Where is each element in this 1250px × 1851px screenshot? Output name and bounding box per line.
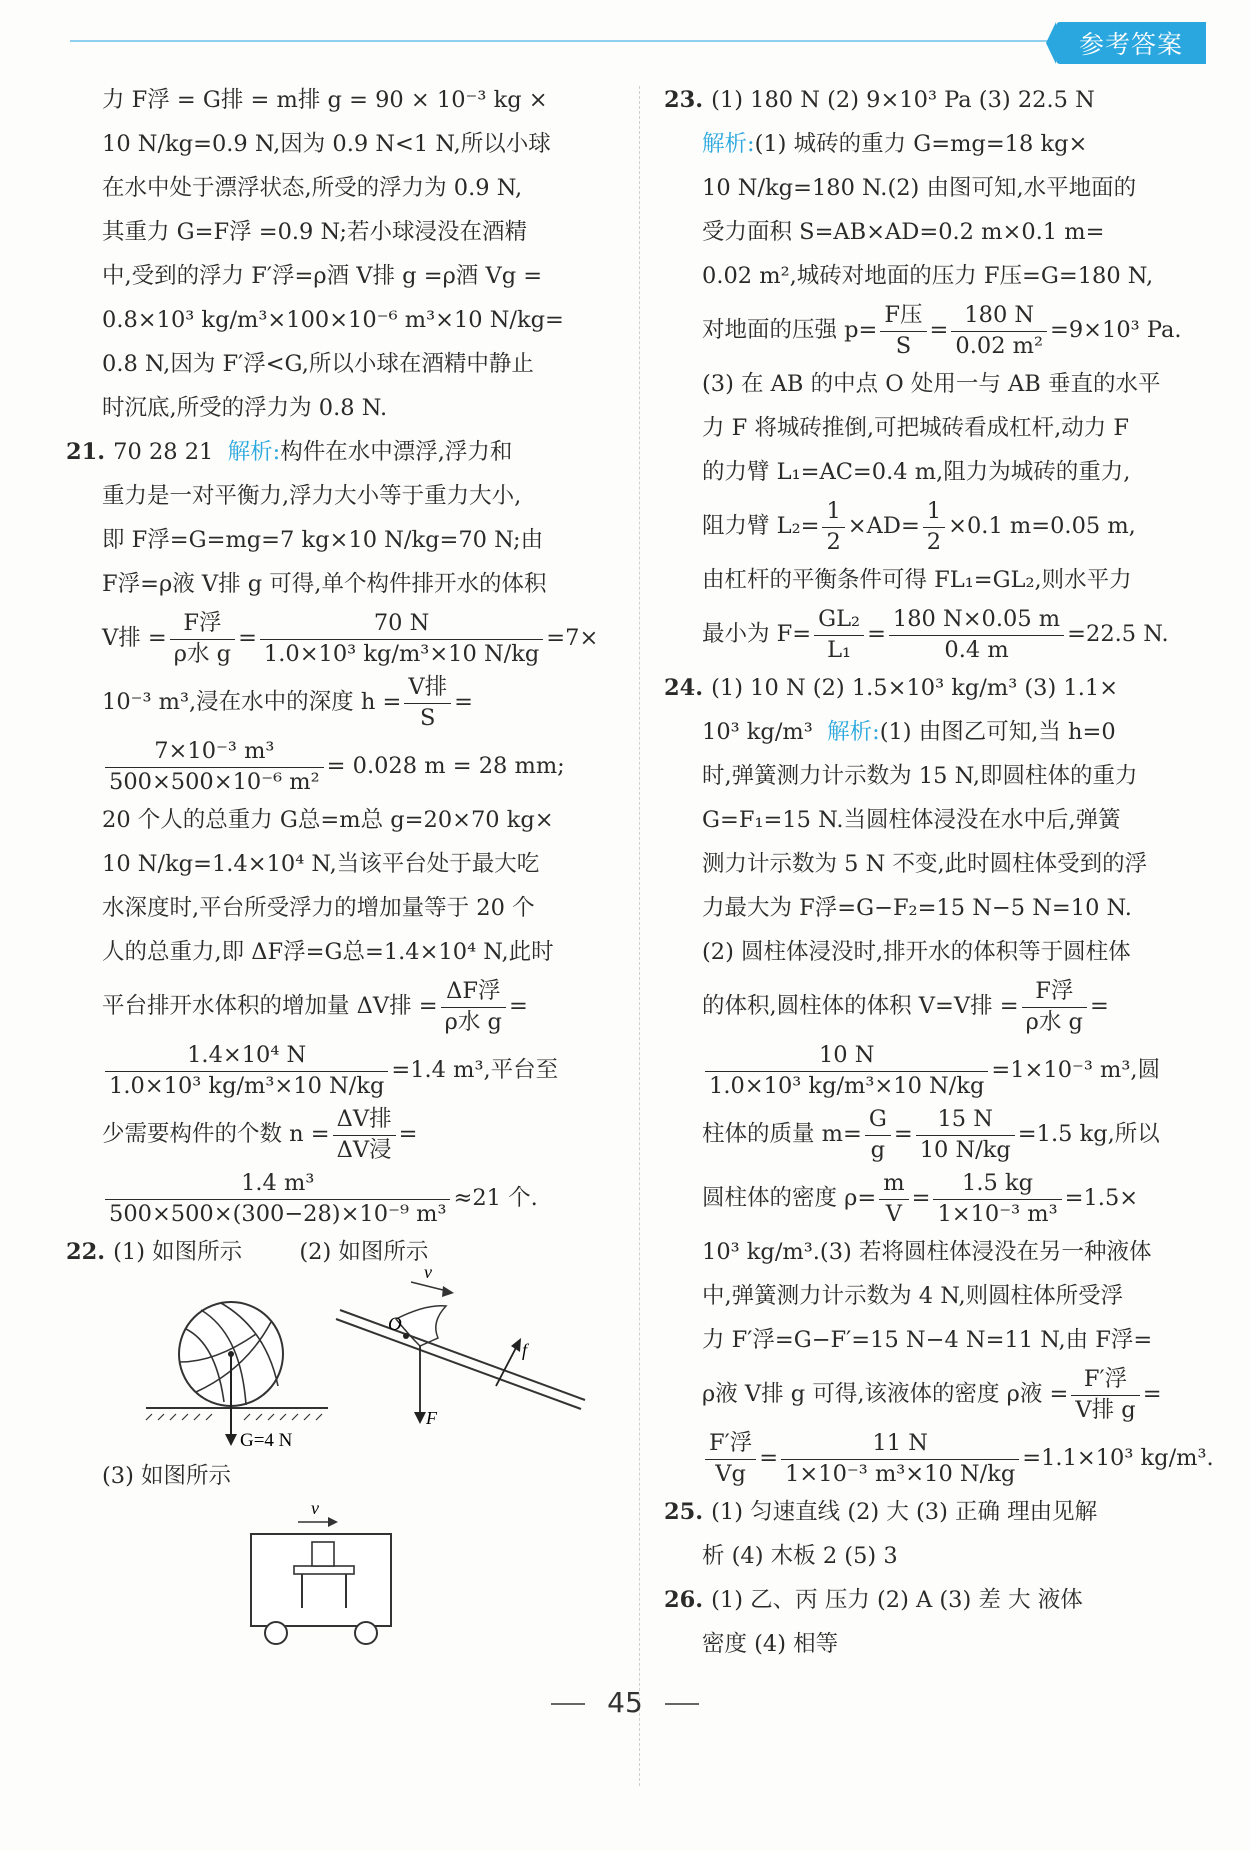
formula-text: = [1089, 993, 1109, 1019]
denominator: S [895, 332, 912, 359]
numerator: 1 [923, 499, 945, 528]
fraction [260, 611, 543, 668]
numerator: 1.5 kg [933, 1171, 1061, 1200]
velocity-label: v [424, 1262, 432, 1282]
numerator: 1.4×10⁴ N [105, 1043, 388, 1072]
force-label: F [426, 1408, 437, 1428]
analysis-label: 解析: [702, 131, 755, 157]
table-top [294, 1566, 354, 1574]
fraction [822, 499, 844, 556]
text-line: 中,受到的浮力 F′浮=ρ酒 V排 g =ρ酒 Vg = [102, 263, 543, 289]
numerator: G [865, 1107, 891, 1136]
text-line: (1) 城砖的重力 G=mg=18 kg× [754, 131, 1088, 157]
friction-label: f [522, 1340, 528, 1360]
fraction [865, 1107, 891, 1164]
formula-text: = [508, 993, 528, 1019]
numerator: ΔV排 [333, 1107, 396, 1136]
page-footer [0, 1686, 1250, 1719]
fraction [1022, 979, 1087, 1036]
formula-text: = [398, 1121, 418, 1147]
formula-text: 的体积,圆柱体的体积 V=V排 = [702, 993, 1019, 1019]
denominator: 1.0×10³ kg/m³×10 N/kg [109, 1072, 385, 1099]
fraction [951, 303, 1047, 360]
denominator: 0.4 m [944, 636, 1009, 663]
formula-line [702, 1362, 1216, 1426]
formula-text: =1.4 m³,平台至 [391, 1057, 559, 1083]
problem-number: 21. [66, 439, 106, 465]
wheel-icon [265, 1622, 287, 1644]
formula-text: =1.5× [1064, 1185, 1139, 1211]
fraction [1071, 1367, 1139, 1424]
formula-text: V排 = [102, 625, 167, 651]
formula-text: = [1142, 1381, 1162, 1407]
numerator: F′浮 [1071, 1367, 1139, 1396]
text-line: 即 F浮=G=mg=7 kg×10 N/kg=70 N;由 [102, 527, 544, 553]
fraction [441, 979, 506, 1036]
fraction [105, 1171, 450, 1228]
problem-24 [664, 666, 1216, 1490]
formula-line [702, 974, 1216, 1038]
formula-text: 最小为 F= [702, 621, 812, 647]
answer-values: 密度 (4) 相等 [702, 1631, 839, 1657]
text-line: 时,弹簧测力计示数为 15 N,即圆柱体的重力 [702, 763, 1138, 789]
figure-22-3 [66, 1498, 619, 1648]
formula-text: =1.5 kg,所以 [1017, 1121, 1160, 1147]
formula-text: 平台排开水体积的增加量 ΔV排 = [102, 993, 438, 1019]
problem-21 [66, 430, 619, 1230]
numerator: 7×10⁻³ m³ [105, 739, 324, 768]
analysis-label: 解析: [227, 439, 281, 465]
numerator: ΔF浮 [441, 979, 506, 1008]
formula-line [102, 974, 619, 1038]
denominator: g [870, 1136, 886, 1163]
fraction [705, 1431, 756, 1488]
formula-line: 最小为 F= $\frac{\text{GL₂}}{\text{L₁}}$ = $\frac{180 N\times 0.05 m}{0.4 m}$ =22.5 N. [702, 605, 1169, 663]
header-rule [70, 40, 1050, 42]
numerator: 180 N [951, 303, 1047, 332]
formula-text: ρ液 V排 g 可得,该液体的密度 ρ液 = [702, 1381, 1069, 1407]
numerator: m [879, 1171, 908, 1200]
text-line: 力 F浮 = G排 = m排 g = 90 × 10⁻³ kg × [102, 87, 548, 113]
formula-line: 圆柱体的密度 ρ= $\frac{m}{V}$ = $\frac{1.5 kg}{\text{1×10⁻³ m³}}$ =1.5× [702, 1169, 1139, 1227]
text-line: 力最大为 F浮=G−F₂=15 N−5 N=10 N. [702, 895, 1132, 921]
analysis-label: 解析: [827, 719, 880, 745]
problem-26 [664, 1578, 1216, 1666]
denominator: 2 [926, 528, 942, 555]
column-divider [639, 86, 640, 1786]
fraction [916, 1107, 1015, 1164]
denominator: 1×10⁻³ m³×10 N/kg [785, 1460, 1016, 1487]
problem-23 [664, 78, 1216, 666]
text-line: 受力面积 S=AB×AD=0.2 m×0.1 m= [702, 219, 1105, 245]
denominator: S [420, 704, 436, 731]
numerator: 11 N [781, 1431, 1019, 1460]
denominator: ΔV浸 [336, 1136, 392, 1163]
problem-20-tail [66, 78, 619, 430]
cup-icon [312, 1542, 334, 1566]
denominator: L₁ [827, 636, 852, 663]
fraction [814, 607, 864, 664]
text-line: 0.8×10³ kg/m³×100×10⁻⁶ m³×10 N/kg= [102, 307, 564, 333]
formula-line [102, 670, 619, 734]
text-line: 其重力 G=F浮 =0.9 N;若小球浸没在酒精 [102, 219, 527, 245]
text-line: 10 N/kg=1.4×10⁴ N,当该平台处于最大吃 [102, 851, 540, 877]
figures-22-1-2 [66, 1262, 619, 1454]
formula-text: =7× [546, 625, 599, 651]
denominator: 1.0×10³ kg/m³×10 N/kg [709, 1072, 985, 1099]
problem-number: 25. [664, 1499, 704, 1525]
answer-values: 10³ kg/m³ [702, 719, 813, 745]
answer-key-label: 参考答案 [1078, 30, 1183, 59]
fraction [333, 1107, 396, 1164]
formula-text: = 0.028 m = 28 mm; [326, 753, 565, 779]
fraction [781, 1431, 1019, 1488]
fraction [879, 1171, 908, 1228]
fraction [105, 1043, 388, 1100]
numerator: GL₂ [814, 607, 864, 636]
formula-text: 圆柱体的密度 ρ= [702, 1185, 877, 1211]
denominator: ρ水 g [1025, 1008, 1083, 1035]
part-label: (1) 如图所示 [113, 1239, 243, 1265]
formula-line [102, 1038, 619, 1102]
text-line: 重力是一对平衡力,浮力大小等于重力大小, [102, 483, 522, 509]
text-line: 0.8 N,因为 F′浮<G,所以小球在酒精中静止 [102, 351, 534, 377]
formula-text: 柱体的质量 m= [702, 1121, 862, 1147]
formula-text: 阻力臂 L₂= [702, 513, 820, 539]
answer-values: (1) 匀速直线 (2) 大 (3) 正确 理由见解 [711, 1499, 1098, 1525]
answer-values: (1) 10 N (2) 1.5×10³ kg/m³ (3) 1.1× [711, 675, 1119, 701]
text-line: F浮=ρ液 V排 g 可得,单个构件排开水的体积 [102, 571, 547, 597]
formula-line: F′浮 Vg = $\frac{11 N}{\text{1×10⁻³ m³×10 N/kg}}$ =1.1×10³ kg/m³. [702, 1426, 1216, 1490]
denominator: 2 [826, 528, 841, 555]
problem-number: 24. [664, 675, 704, 701]
numerator: 15 N [916, 1107, 1015, 1136]
volleyball-figure [146, 1302, 328, 1451]
formula-line: V排 = F浮 ρ水 g = $\frac{70 N}{\text{1.0×10³ kg/m³×10 N/kg}}$ =7× [102, 609, 599, 667]
rod [340, 1310, 585, 1400]
text-line: 10 N/kg=180 N.(2) 由图可知,水平地面的 [702, 175, 1137, 201]
text-line: 0.02 m²,城砖对地面的压力 F压=G=180 N, [702, 263, 1154, 289]
friction-arrow [496, 1344, 518, 1386]
answer-values: (1) 乙、丙 压力 (2) A (3) 差 大 液体 [711, 1587, 1083, 1613]
problem-number: 22. [66, 1239, 106, 1265]
problem-number: 23. [664, 87, 704, 113]
denominator: V排 g [1075, 1396, 1136, 1423]
pivot-label: O [388, 1314, 402, 1335]
text-line: 力 F 将城砖推倒,可把城砖看成杠杆,动力 F [702, 415, 1129, 441]
fraction [105, 739, 324, 796]
fraction [170, 611, 235, 668]
fraction [933, 1171, 1061, 1228]
fraction [923, 499, 945, 556]
text-line: (3) 在 AB 的中点 O 处用一与 AB 垂直的水平 [702, 371, 1161, 397]
denominator: 1×10⁻³ m³ [937, 1200, 1058, 1227]
text-line: 力 F′浮=G−F′=15 N−4 N=11 N,由 F浮= [702, 1327, 1153, 1353]
answer-values: 析 (4) 木板 2 (5) 3 [702, 1543, 898, 1569]
denominator: 500×500×(300−28)×10⁻⁹ m³ [109, 1200, 447, 1227]
cart-figure [251, 1498, 391, 1644]
denominator: 1.0×10³ kg/m³×10 N/kg [263, 640, 540, 667]
part-label: (2) 如图所示 [299, 1239, 429, 1265]
formula-line [102, 1102, 619, 1166]
denominator: V [885, 1200, 903, 1227]
numerator: F浮 [1022, 979, 1087, 1008]
text-line: G=F₁=15 N.当圆柱体浸没在水中后,弹簧 [702, 807, 1121, 833]
velocity-label: v [311, 1498, 319, 1518]
formula-text: 对地面的压强 p= [702, 317, 878, 343]
answer-values: 70 28 21 [113, 439, 214, 465]
numerator: F′浮 [705, 1431, 756, 1460]
right-column [664, 78, 1216, 1666]
denominator: 0.02 m² [955, 332, 1044, 359]
text-line: 在水中处于漂浮状态,所受的浮力为 0.9 N, [102, 175, 523, 201]
text-line: 时沉底,所受的浮力为 0.8 N. [102, 395, 388, 421]
text-line: 测力计示数为 5 N 不变,此时圆柱体受到的浮 [702, 851, 1148, 877]
text-line: 水深度时,平台所受浮力的增加量等于 20 个 [102, 895, 535, 921]
denominator: Vg [715, 1460, 746, 1487]
fraction [889, 607, 1064, 664]
formula-text: = [454, 689, 473, 715]
numerator: V排 [404, 675, 451, 704]
formula-text: ×0.1 m=0.05 m, [948, 513, 1136, 539]
fraction [880, 303, 926, 360]
text-line: 中,弹簧测力计示数为 4 N,则圆柱体所受浮 [702, 1283, 1124, 1309]
answer-key-tag [1056, 22, 1206, 64]
problem-number: 26. [664, 1587, 704, 1613]
problem-22 [66, 1230, 619, 1648]
wheel-icon [355, 1622, 377, 1644]
formula-text: ×AD= [847, 513, 920, 539]
problem-25 [664, 1490, 1216, 1578]
numerator: 70 N [260, 611, 543, 640]
part-label: (3) 如图所示 [102, 1463, 232, 1489]
formula-line [102, 734, 619, 798]
page-number: 45 [607, 1686, 643, 1719]
formula-line: 对地面的压强 p= F压 S = $\frac{180 N}{\text{0.02 m²}}$ =9×10³ Pa. [702, 301, 1182, 359]
formula-text: ≈21 个. [453, 1185, 538, 1211]
gravity-label: G=4 N [240, 1430, 293, 1451]
numerator: 180 N×0.05 m [889, 607, 1064, 636]
formula-line [702, 1038, 1216, 1102]
formula-line: 柱体的质量 m= $\frac{G}{g}$ = $\frac{15 N}{10 N/kg}$ =1.5 kg,所以 [702, 1105, 1160, 1163]
text-line: 10 N/kg=0.9 N,因为 0.9 N<1 N,所以小球 [102, 131, 551, 157]
denominator: 500×500×10⁻⁶ m² [109, 768, 320, 795]
denominator: ρ水 g [173, 640, 232, 667]
text-line: 由杠杆的平衡条件可得 FL₁=GL₂,则水平力 [702, 567, 1132, 593]
formula-text: =1.1×10³ kg/m³. [1022, 1445, 1214, 1471]
formula-line [102, 1166, 619, 1230]
rod-figure [336, 1262, 585, 1428]
text-line: 的力臂 L₁=AC=0.4 m,阻力为城砖的重力, [702, 459, 1131, 485]
formula-text: 10⁻³ m³,浸在水中的深度 h = [102, 689, 402, 715]
fraction [404, 675, 451, 732]
answer-values: (1) 180 N (2) 9×10³ Pa (3) 22.5 N [711, 87, 1095, 113]
formula-line [702, 494, 1216, 558]
numerator: 10 N [705, 1043, 988, 1072]
numerator: F浮 [170, 611, 235, 640]
formula-text: =1×10⁻³ m³,圆 [991, 1057, 1161, 1083]
formula-text: =9×10³ Pa. [1050, 317, 1182, 343]
formula-text: =22.5 N. [1067, 621, 1169, 647]
text-line: (1) 由图乙可知,当 h=0 [879, 719, 1116, 745]
text-line: 20 个人的总重力 G总=m总 g=20×70 kg× [102, 807, 554, 833]
numerator: 1 [822, 499, 844, 528]
text-line: 人的总重力,即 ΔF浮=G总=1.4×10⁴ N,此时 [102, 939, 554, 965]
text-line: 构件在水中漂浮,浮力和 [280, 439, 513, 465]
denominator: 10 N/kg [919, 1136, 1011, 1163]
numerator: F压 [880, 303, 926, 332]
formula-text: 少需要构件的个数 n = [102, 1121, 330, 1147]
denominator: ρ水 g [444, 1008, 502, 1035]
fraction [705, 1043, 988, 1100]
text-line: (2) 圆柱体浸没时,排开水的体积等于圆柱体 [702, 939, 1131, 965]
numerator: 1.4 m³ [105, 1171, 450, 1200]
text-line: 10³ kg/m³.(3) 若将圆柱体浸没在另一种液体 [702, 1239, 1152, 1265]
left-column [66, 78, 619, 1648]
